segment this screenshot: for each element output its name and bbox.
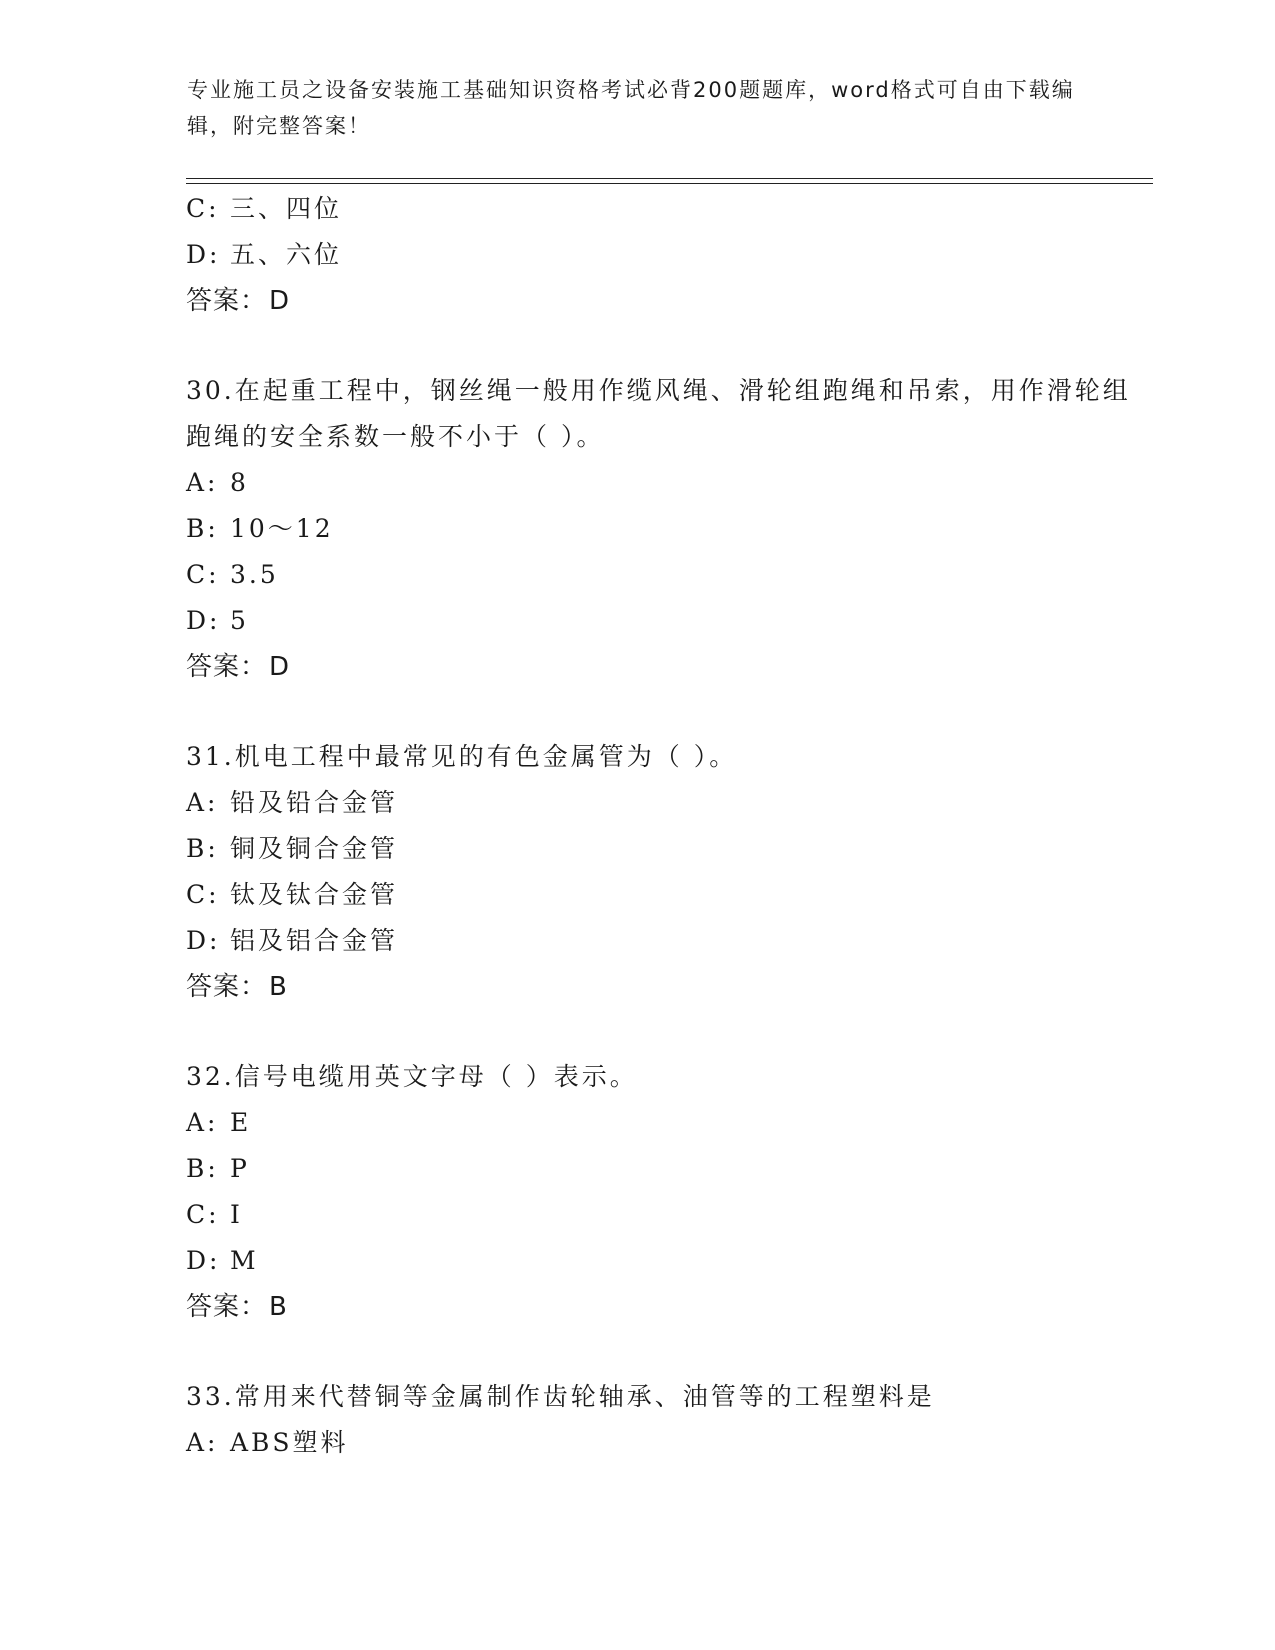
question-block-31 [186, 734, 1146, 1010]
question-stem: 30.在起重工程中，钢丝绳一般用作缆风绳、滑轮组跑绳和吊索，用作滑轮组跑绳的安全系数一般不小于（ ）。 [186, 376, 1131, 451]
option-c [186, 552, 1146, 598]
option-d [186, 1238, 1146, 1284]
answer-line [186, 644, 1146, 690]
answer-label: 答案： [186, 652, 268, 682]
option-a [186, 1100, 1146, 1146]
option-label: B: [186, 514, 219, 543]
option-text: 5 [230, 606, 249, 635]
answer-value: B [269, 972, 288, 1002]
option-label: A: [186, 468, 219, 497]
option-text: 五、六位 [230, 240, 343, 269]
option-text: 10～12 [230, 514, 334, 543]
answer-label: 答案： [186, 286, 268, 316]
question-block-29 [186, 186, 1146, 324]
option-label: D: [186, 240, 221, 269]
header-divider-bottom [186, 183, 1153, 184]
option-c [186, 872, 1146, 918]
document-header [187, 72, 1077, 144]
option-label: A: [186, 788, 219, 817]
option-b [186, 826, 1146, 872]
option-label: C: [186, 194, 220, 223]
option-label: C: [186, 880, 220, 909]
option-label: A: [186, 1108, 219, 1137]
question-block-32 [186, 1054, 1146, 1330]
option-label: C: [186, 1200, 220, 1229]
question-block-33 [186, 1374, 1146, 1466]
option-d [186, 232, 1146, 278]
option-label: B: [186, 1154, 219, 1183]
option-label: D: [186, 606, 221, 635]
option-c [186, 186, 1146, 232]
option-text: M [230, 1246, 259, 1275]
answer-value: B [269, 1292, 288, 1322]
option-a [186, 1420, 1146, 1466]
option-a [186, 780, 1146, 826]
question-list [186, 186, 1146, 1466]
option-label: D: [186, 926, 221, 955]
option-label: A: [186, 1428, 219, 1457]
option-c [186, 1192, 1146, 1238]
option-text: E [230, 1108, 252, 1137]
option-text: 8 [230, 468, 249, 497]
question-block-30 [186, 368, 1146, 690]
header-title: 专业施工员之设备安装施工基础知识资格考试必背200题题库，word格式可自由下载编辑，附完整答案！ [187, 78, 1075, 138]
option-text: 3.5 [230, 560, 279, 589]
option-text: 钛及钛合金管 [230, 880, 399, 909]
answer-line [186, 1284, 1146, 1330]
answer-label: 答案： [186, 972, 268, 1002]
option-label: B: [186, 834, 219, 863]
option-d [186, 918, 1146, 964]
header-divider-top [186, 178, 1153, 179]
option-label: C: [186, 560, 220, 589]
option-text: ABS塑料 [230, 1428, 349, 1457]
option-b [186, 1146, 1146, 1192]
option-text: P [230, 1154, 250, 1183]
option-label: D: [186, 1246, 221, 1275]
answer-value: D [269, 286, 291, 316]
option-text: I [230, 1200, 243, 1229]
option-text: 铝及铝合金管 [230, 926, 399, 955]
option-d [186, 598, 1146, 644]
question-stem: 31.机电工程中最常见的有色金属管为（ ）。 [186, 742, 738, 771]
option-text: 铅及铅合金管 [230, 788, 399, 817]
option-text: 三、四位 [230, 194, 343, 223]
question-stem: 33.常用来代替铜等金属制作齿轮轴承、油管等的工程塑料是 [186, 1382, 935, 1411]
answer-line [186, 278, 1146, 324]
answer-value: D [269, 652, 291, 682]
question-stem: 32.信号电缆用英文字母（ ）表示。 [186, 1062, 638, 1091]
option-b [186, 506, 1146, 552]
answer-line [186, 964, 1146, 1010]
option-a [186, 460, 1146, 506]
answer-label: 答案： [186, 1292, 268, 1322]
option-text: 铜及铜合金管 [230, 834, 399, 863]
